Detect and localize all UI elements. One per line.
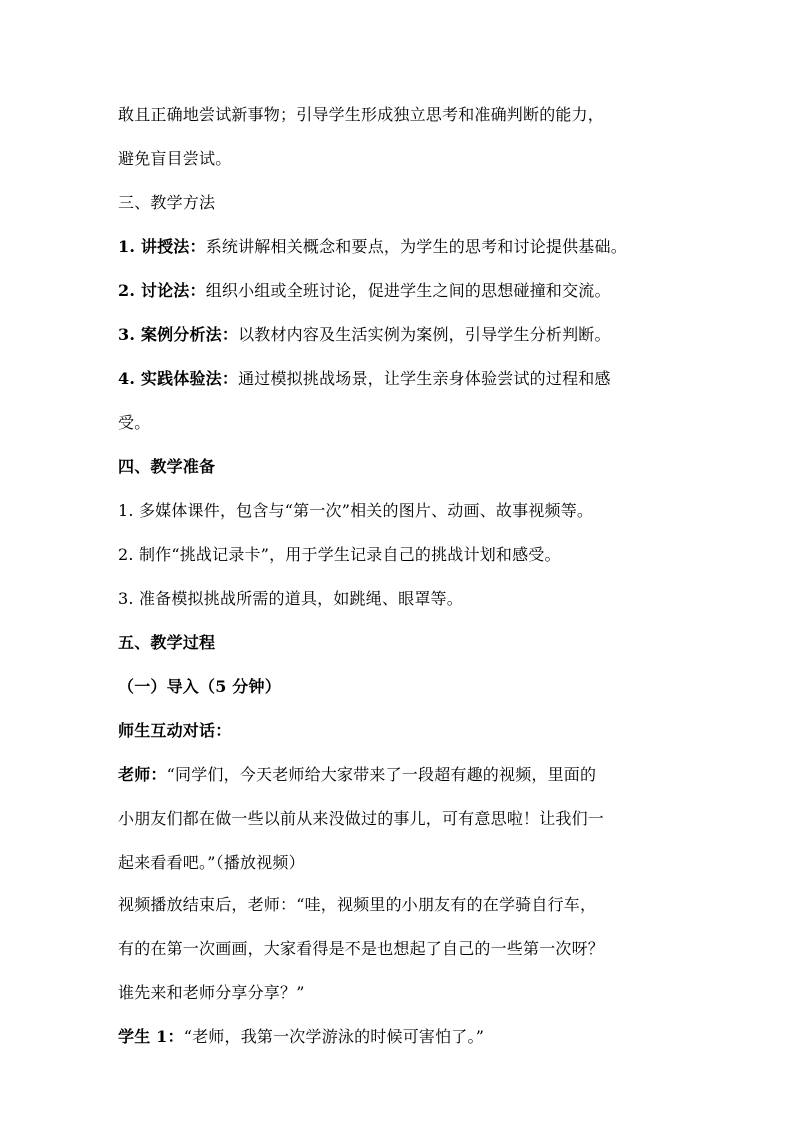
section-5-heading: 五、教学过程 bbox=[118, 633, 216, 652]
after-video-line-2: 有的在第一次画画，大家看得是不是也想起了自己的一些第一次呀？ bbox=[118, 939, 605, 958]
prep-item-1: 1. 多媒体课件，包含与“第一次”相关的图片、动画、故事视频等。 bbox=[118, 501, 594, 520]
teacher-line-1 bbox=[118, 763, 688, 787]
method-item-2-label: 2. 讨论法： bbox=[118, 281, 206, 300]
teacher-text-1: “同学们，今天老师给大家带来了一段超有趣的视频，里面的 bbox=[166, 765, 597, 784]
teacher-line-2: 小朋友们都在做一些以前从来没做过的事儿，可有意思啦！让我们一 bbox=[118, 809, 605, 828]
intro-line-1: 敢且正确地尝试新事物；引导学生形成独立思考和准确判断的能力， bbox=[118, 105, 605, 124]
method-item-2-text: 组织小组或全班讨论，促进学生之间的思想碰撞和交流。 bbox=[205, 281, 611, 300]
method-item-1-text: 系统讲解相关概念和要点，为学生的思考和讨论提供基础。 bbox=[205, 237, 627, 256]
method-item-4-text: 通过模拟挑战场景，让学生亲身体验尝试的过程和感 bbox=[238, 369, 611, 388]
subsection-1-heading: （一）导入（5 分钟） bbox=[118, 677, 281, 696]
method-item-1-label: 1. 讲授法： bbox=[118, 237, 206, 256]
prep-item-2: 2. 制作“挑战记录卡”，用于学生记录自己的挑战计划和感受。 bbox=[118, 545, 561, 564]
section-4-heading: 四、教学准备 bbox=[118, 457, 216, 476]
student-1-label: 学生 1： bbox=[118, 1027, 184, 1046]
method-item-1 bbox=[118, 235, 688, 259]
document-page bbox=[118, 103, 688, 1049]
student-1-line bbox=[118, 1025, 688, 1049]
method-item-3-label: 3. 案例分析法： bbox=[118, 325, 239, 344]
intro-line-2: 避免盲目尝试。 bbox=[118, 149, 232, 168]
method-item-4-label: 4. 实践体验法： bbox=[118, 369, 239, 388]
teacher-label: 老师： bbox=[118, 765, 167, 784]
method-item-2 bbox=[118, 279, 688, 303]
dialog-title: 师生互动对话： bbox=[118, 721, 232, 740]
after-video-line-3: 谁先来和老师分享分享？” bbox=[118, 983, 305, 1002]
method-item-3 bbox=[118, 323, 688, 347]
method-item-3-text: 以教材内容及生活实例为案例，引导学生分析判断。 bbox=[238, 325, 611, 344]
after-video-line-1: 视频播放结束后，老师：“哇，视频里的小朋友有的在学骑自行车， bbox=[118, 895, 597, 914]
method-item-4 bbox=[118, 367, 688, 391]
teacher-line-3: 起来看看吧。”（播放视频） bbox=[118, 853, 305, 872]
section-3-heading: 三、教学方法 bbox=[118, 193, 216, 212]
student-1-text: “老师，我第一次学游泳的时候可害怕了。” bbox=[183, 1027, 485, 1046]
method-item-4-cont: 受。 bbox=[118, 413, 151, 432]
prep-item-3: 3. 准备模拟挑战所需的道具，如跳绳、眼罩等。 bbox=[118, 589, 463, 608]
